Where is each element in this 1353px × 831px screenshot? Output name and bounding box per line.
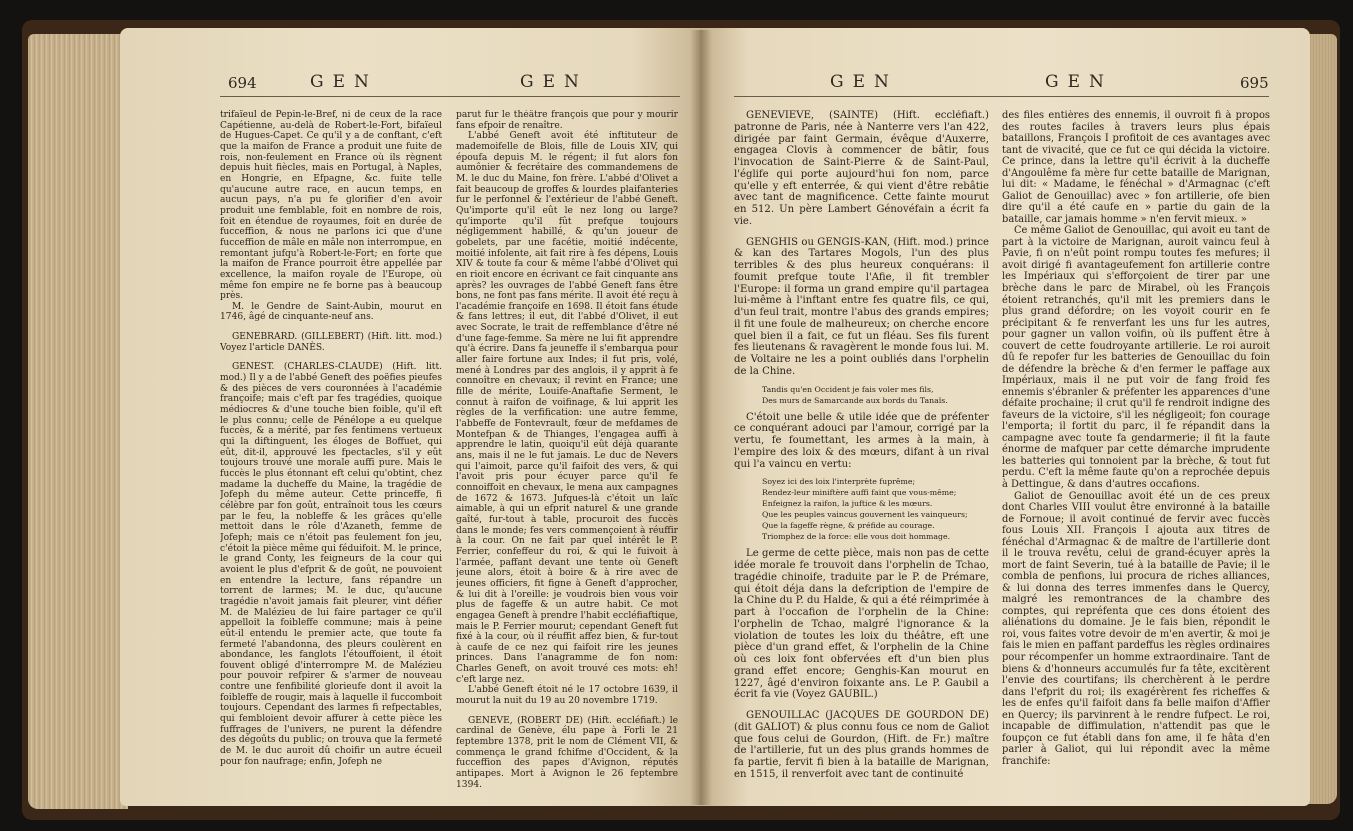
verse-line: Que les peuples vaincus gouvernent les vainqueurs; (762, 510, 968, 520)
column-4 (1002, 110, 1270, 800)
paragraph: Galiot de Genouillac avoit été un de ces preux dont Charles VIII voulut être environné à la bataille de Fornoue; il avoit continué de fervir avec fuccès fous Louis XII. François I ajouta aux titres de fénéchal d'Armagnac & de maître de l'artillerie dont il le trouva revêtu, celui de grand-écuyer après la mort de faint Severin, tué à la bataille de Pavie; il le combla de penfions, lui procura de riches alliances, & lui donna des terres immenfes dans le Quercy, malgré les remontrances de la chambre des comptes, qui repréfenta que ces dons étoient des aliénations du domaine. Je le fais bien, répondit le roi, vous faites votre devoir de m'en avertir, & moi je fais le mien en paffant pardeffus les règles ordinaires pour récompenfer un homme extraordinaire. Tant de biens & d'honneurs accumulés fur fa tête, excitèrent l'envie des courtifans; ils cherchèrent à le perdre dans l'efprit du roi; ils exagérèrent fes richeffes & les de enfes qu'il faifoit dans fa belle maifon d'Affier en Quercy; ils parvinrent à le rendre fufpect. Le roi, incapable de diffimulation, n'attendit pas que le foupçon ce fut établi dans fon ame, il fe hâta d'en parler à Galiot, qui lui répondit avec la même franchife: (1002, 490, 1270, 767)
paragraph: GENEST. (CHARLES-CLAUDE) (Hift. litt. mod.) Il y a de l'abbé Geneft des poëfies pieufes & des pièces de vers couronnées à l'académie françoife; mais c'eft par fes tragédies, quoique médiocres & d'une touche bien foible, qu'il eft le plus connu; celle de Pénélope a eu quelque fuccès, & a mérité, par fes fentimens vertueux qui la diftinguent, les éloges de Boffuet, qui eût, dit-il, approuvé les fpectacles, s'il y eût toujours trouvé une morale auffi pure. Mais le fuccès le plus étonnant eft celui qu'obtint, chez madame la ducheffe du Maine, la tragédie de Jofeph du même auteur. Cette princeffe, fi célèbre par fon goût, entraînoit tous les cœurs par le feu, la nobleffe & les grâces qu'elle mettoit dans le rôle d'Azaneth, femme de Jofeph; mais ce n'étoit pas feulement fon jeu, c'étoit la pièce même qui féduifoit. M. le prince, le grand Conty, les feigneurs de la cour qui avoient le plus d'efprit & de goût, ne pouvoient en entendre la lecture, fans répandre un torrent de larmes; M. le duc, qu'aucune tragédie n'avoit jamais fait pleurer, vint défier M. de Malézieu de lui faire partager ce qu'il appelloit la foibleffe commune; mais à peine eût-il entendu le premier acte, que toute fa fermeté l'abandonna, des pleurs coulèrent en abondance, les fanglots l'étouffoient, il étoit fouvent obligé d'interrompre M. de Malézieu pour pouvoir refpirer & s'armer de nouveau contre une fenfibilité glorieufe dont il avoit la foibleffe de rougir, mais à laquelle il fuccomboit toujours. Cependant des larmes fi refpectables, qui fembloient devoir affurer à cette pièce les fuffrages de l'univers, ne purent la défendre des dégoûts du public; on trouva que la fermeté de M. le duc auroit dû choifir un autre écueil pour fon naufrage; enfin, Jofeph ne (220, 362, 442, 767)
paragraph: GENOUILLAC (JACQUES DE GOURDON DE) (dit GALIOT) & plus connu fous ce nom de Galiot que fous celui de Gourdon, (Hift. de Fr.) maître de l'artillerie, fut un des plus grands hommes de fa partie, fervit fi bien à la bataille de Marignan, en 1515, il renverfoit avec tant de continuité (734, 710, 989, 780)
page-edges-left (28, 34, 128, 809)
paragraph: parut fur le théâtre françois que pour y mourir fans efpoir de renaître. (456, 110, 678, 131)
paragraph: C'étoit une belle & utile idée que de préfenter ce conquérant adouci par l'amour, corrigé par la vertu, fe foumettant, les armes à la main, à l'empire des loix & des mœurs, difant à un rival qui l'a vaincu en vertu: (734, 411, 989, 470)
running-head-right: GEN (1045, 72, 1113, 92)
column-3 (734, 110, 989, 800)
verse-line: Enfeignez la raifon, la juftice & les mœurs. (762, 499, 933, 509)
paragraph: Ce même Galiot de Genouillac, qui avoit eu tant de part à la victoire de Marignan, auroit vaincu feul à Pavie, fi on n'eût point rompu toutes fes mefures; il avoit dirigé fi avantageufement fon artillerie contre les Impériaux qui s'efforçoient de tirer par une brèche dans le parc de Mirabel, où les François étoient retranchés, qu'il mit les premiers dans le plus grand défordre; on les voyoit courir en fe précipitant & fe renverfant les uns fur les autres, pour gagner un vallon voifin, où ils puffent être à couvert de cette foudroyante artillerie. Le roi auroit dû fe repofer fur les batteries de Genouillac du foin de défendre la brèche & d'en fermer le paffage aux Impériaux, mais il ne put voir de fang froid fes ennemis s'ébranler & préfenter les apparences d'une défaite prochaine; il crut qu'il fe rendroit indigne des faveurs de la victoire, s'il les négligeoit; fon courage l'emporta; il fortit du parc, il fe répandit dans la campagne avec toute fa gendarmerie; il fit la faute énorme de mafquer par cette démarche imprudente les batteries qui tonnoient par la brèche, & tout fut perdu. C'eft la même faute qu'on a reprochée depuis à Dettingue, & dans d'autres occafions. (1002, 225, 1270, 490)
right-page (700, 28, 1310, 806)
paragraph: Le germe de cette pièce, mais non pas de cette idée morale fe trouvoit dans l'orphelin de Tchao, tragédie chinoife, traduite par le P. de Prémare, qui étoit déja dans la defcription de l'empire de la Chine du P. du Halde, & qui a été réimprimée à part à l'occafion de l'orphelin de la Chine: l'orphelin de Tchao, malgré l'ignorance & la violation de toutes les loix du théâtre, eft une pièce d'un grand effet, & l'orphelin de la Chine où ces loix font obfervées eft d'un bien plus grand effet encore; Genghis-Kan mourut en 1227, âgé d'environ foixante ans. Le P. Gaubil a écrit fa vie (Voyez GAUBIL.) (734, 548, 989, 701)
verse-line: Des murs de Samarcande aux bords du Tanaïs. (762, 395, 948, 405)
running-head-left: GEN (310, 72, 378, 92)
verse-quote-2 (762, 476, 989, 542)
paragraph: trifaïeul de Pepin-le-Bref, ni de ceux de la race Capétienne, au-delà de Robert-le-Fort, bifaïeul de Hugues-Capet. Ce qu'il y a de conftant, c'eft que la maifon de France a produit une fuite de rois, non-feulement en France où ils règnent depuis huit fiècles, mais en Portugal, à Naples, en Hongrie, en Efpagne, &c. fuite telle qu'aucune autre race, en aucun temps, en aucun pays, n'a pu fe glorifier d'en avoir produit une femblable, foit en nombre de rois, foit en étendue de royaumes, foit en durée de fucceffion, & nous ne parlons ici que d'une fucceffion de mâle en mâle non interrompue, en remontant jufqu'à Robert-le-Fort; en forte que la maifon de France pourroit être appellée par excellence, la maifon royale de l'Europe, où même fon empire ne fe borne pas à beaucoup près. (220, 110, 442, 302)
page-number-left: 694 (228, 74, 257, 92)
paragraph: L'abbé Geneft avoit été inftituteur de mademoifelle de Blois, fille de Louis XIV, qui époufa depuis M. le régent; il fut alors fon aumônier & fecrétaire des commandemens de M. le duc du Maine, fon frère. L'abbé d'Olivet a fait beaucoup de groffes & lourdes plaifanteries fur le perfonnel & l'extérieur de l'abbé Geneft. Qu'importe qu'il eût le nez long ou large? qu'importe qu'il fût prefque toujours négligemment habillé, & qu'un joueur de gobelets, par une facétie, moitié indécente, moitié infolente, ait fait rire à fes dépens, Louis XIV & toute fa cour & même l'abbé d'Olivet qui en rioit encore en écrivant ce fait cinquante ans après? les ouvrages de l'abbé Geneft fans être bons, ne font pas fans mérite. Il avoit été reçu à l'académie françoife en 1698. Il étoit fans étude & fans lettres; il eut, dit l'abbé d'Olivet, il eut avec Socrate, le trait de reffemblance d'être né d'une fage-femme. Sa mère ne lui fit apprendre qu'à écrire. Dans fa jeuneffe il s'embarqua pour aller faire fortune aux Indes; il fut pris, volé, mené à Londres par des anglois, il y apprit à fe connoître en chevaux; il revint en France; une fille de mérite, Louife-Anaftafie Serment, le connut à raifon de voifinage, & lui apprit les règles de la verfification: une autre femme, l'abbeffe de Fontevrault, fœur de mefdames de Montefpan & de Thianges, l'engagea auffi à apprendre le latin, quoiqu'il eût déjà quarante ans, mais il ne le fut jamais. Le duc de Nevers qui l'aimoit, parce qu'il faifoit des vers, & qui l'avoit pris pour écuyer parce qu'il fe connoiffoit en chevaux, le mena aux campagnes de 1672 & 1673. Jufques-là c'étoit un laïc aimable, à qui un efprit naturel & une grande gaîté, fur-tout à table, procuroit des fuccès dans le monde; fes vers commençoient à réuffir à la cour. On ne fait par quel intérêt le P. Ferrier, confeffeur du roi, & qui le fuivoit à l'armée, paffant devant une tente où Geneft jeune alors, étoit à boire & à rire avec de jeunes officiers, fit figne à Geneft d'approcher, & lui dit à l'oreille: je voudrois bien vous voir plus de fageffe & un autre habit. Ce mot engagea Geneft à prendre l'habit eccléfiaftique, mais le P. Ferrier mourut; cependant Geneft fut fixé à la cour, où il réuffit affez bien, & fur-tout à caufe de ce nez qui faifoit rire les jeunes princes. Dans l'anagramme de fon nom: Charles Geneft, on avoit trouvé ces mots: eh! c'eft large nez. (456, 131, 678, 685)
paragraph: GENEBRARD. (GILLEBERT) (Hift. litt. mod.) Voyez l'article DANÈS. (220, 332, 442, 353)
verse-line: Soyez ici des loix l'interprète fuprême; (762, 477, 916, 487)
verse-quote-1 (762, 384, 989, 406)
column-1 (220, 110, 442, 800)
paragraph: M. le Gendre de Saint-Aubin, mourut en 1746, âgé de cinquante-neuf ans. (220, 301, 442, 323)
book-gutter (690, 30, 712, 805)
verse-line: Rendez-leur miniftère auffi faint que vous-même; (762, 488, 957, 498)
header-rule-right (734, 96, 1269, 97)
paragraph: GENEVE, (ROBERT DE) (Hift. eccléfiaft.) le cardinal de Genève, élu pape à Forli le 21 feptembre 1378, prit le nom de Clément VII, & commença le grand fchifme d'Occident, & la fucceffion des papes d'Avignon, réputés antipapes. Mort à Avignon le 26 feptembre 1394. (456, 715, 678, 790)
verse-line: Tandis qu'en Occident je fais voler mes fils, (762, 384, 934, 394)
paragraph: GENGHIS ou GENGIS-KAN, (Hift. mod.) prince & kan des Tartares Mogols, l'un des plus terribles & des plus heureux conquérans: il foumit prefque toute l'Afie, il fit trembler l'Europe: il forma un grand empire qu'il partagea lui-même à l'inftant entre fes quatre fils, ce qui, d'un feul trait, montre l'abus des grands empires; il fit une foule de malheureux; on cherche encore quel bien il a fait, ce fut un fléau. Ses fils furent fes lieutenans & ravagèrent le monde fous lui. M. de Voltaire ne les a point oubliés dans l'orphelin de la Chine. (734, 236, 989, 377)
paragraph: GENEVIEVE, (SAINTE) (Hift. eccléfiaft.) patronne de Paris, née à Nanterre vers l'an 422, dirigée par faint Germain, évêque d'Auxerre, engagea Clovis à commencer de bâtir, fous l'invocation de Saint-Pierre & de Saint-Paul, l'églife qui porte aujourd'hui fon nom, parce qu'elle y eft enterrée, & qui vient d'être rebâtie avec tant de magnificence. Cette fainte mourut en 512. Un père Lambert Génovéfain a écrit fa vie. (734, 110, 989, 227)
verse-line: Que la fageffe règne, & préfide au courage. (762, 521, 935, 531)
left-page (120, 28, 700, 806)
header-rule-left (220, 96, 680, 97)
paragraph: des files entières des ennemis, il ouvroit fi à propos des routes faciles à travers leurs plus épais bataillons, François I profitoit de ces avantages avec tant de vivacité, que ce fut ce qui décida la victoire. Ce prince, dans la lettre qu'il écrivit à la ducheffe d'Angoulême fa mère fur cette bataille de Marignan, lui dit: « Madame, le fénéchal » d'Armagnac (c'eft Galiot de Genouillac) avec » fon artillerie, ofe bien dire qu'il a été caufe en » partie du gain de la bataille, car jamais homme » n'en fervit mieux. » (1002, 110, 1270, 225)
running-head-left-inner: GEN (520, 72, 588, 92)
page-number-right: 695 (1240, 74, 1269, 92)
verse-line: Triomphez de la force: elle vous doit hommage. (762, 532, 951, 542)
paragraph: L'abbé Geneft étoit né le 17 octobre 1639, il mourut la nuit du 19 au 20 novembre 1719. (456, 685, 678, 707)
column-2 (456, 110, 678, 800)
running-head-right-inner: GEN (830, 72, 898, 92)
